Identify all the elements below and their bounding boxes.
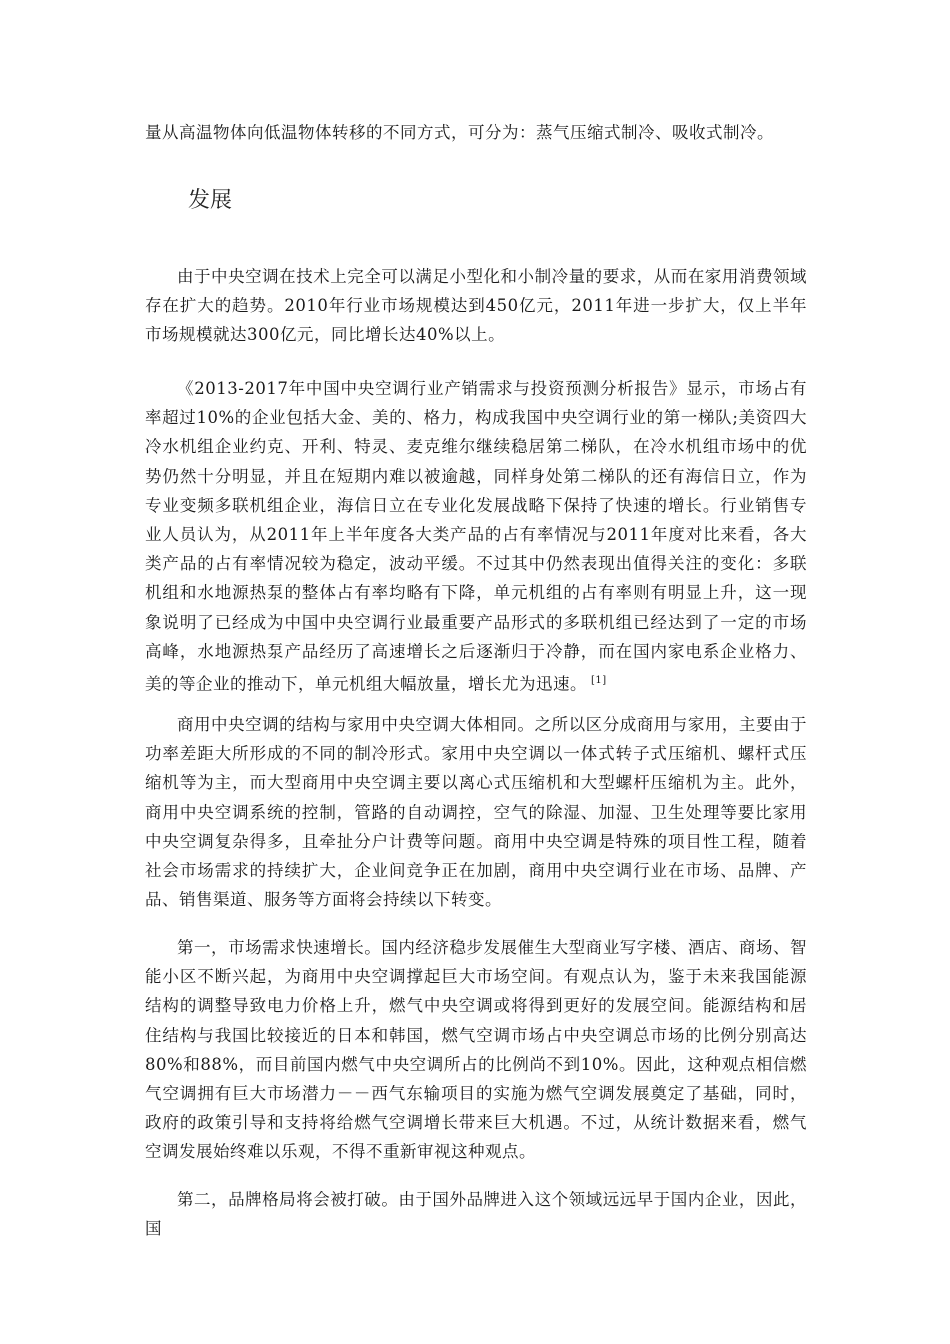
paragraph-brand-landscape: 第二，品牌格局将会被打破。由于国外品牌进入这个领域远远早于国内企业，因此，国 [145, 1190, 807, 1239]
paragraph-demand-growth: 第一，市场需求快速增长。国内经济稳步发展催生大型商业写字楼、酒店、商场、智能小区不断兴起，为商用中央空调撑起巨大市场空间。有观点认为，鉴于未来我国能源结构的调整导致电力价格上升，燃气中央空调或将得到更好的发展空间。能源结构和居住结构与我国比较接近的日本和韩国，燃气空调市场占中央空调总市场的比例分别高达80%和88%，而目前国内燃气中央空调所占的比例尚不到10%。因此，这种观点相信燃气空调拥有巨大市场潜力－－西气东输项目的实施为燃气空调发展奠定了基础，同时，政府的政策引导和支持将给燃气空调增长带来巨大机遇。不过，从统计数据来看，燃气空调发展始终难以乐观，不得不重新审视这种观点。 [145, 938, 807, 1162]
intro-fragment: 量从高温物体向低温物体转移的不同方式，可分为：蒸气压缩式制冷、吸收式制冷。 [145, 123, 774, 142]
paragraph-market-scale: 由于中央空调在技术上完全可以满足小型化和小制冷量的要求，从而在家用消费领域存在扩大的趋势。2010年行业市场规模达到450亿元，2011年进一步扩大，仅上半年市场规模就达300亿元，同比增长达40%以上。 [145, 267, 807, 345]
reference-link[interactable]: [1] [591, 675, 607, 687]
section-heading: 发展 [188, 188, 233, 213]
paragraph-report-findings [145, 374, 807, 699]
paragraph-report-text: 《2013-2017年中国中央空调行业产销需求与投资预测分析报告》显示，市场占有率超过10%的企业包括大金、美的、格力，构成我国中央空调行业的第一梯队;美资四大冷水机组企业约克、开利、特灵、麦克维尔继续稳居第二梯队，在冷水机组市场中的优势仍然十分明显，并且在短期内难以被逾越，同样身处第二梯队的还有海信日立，作为专业变频多联机组企业，海信日立在专业化发展战略下保持了快速的增长。行业销售专业人员认为，从2011年上半年度各大类产品的占有率情况与2011年度对比来看，各大类产品的占有率情况较为稳定，波动平缓。不过其中仍然表现出值得关注的变化：多联机组和水地源热泵的整体占有率均略有下降，单元机组的占有率则有明显上升，这一现象说明了已经成为中国中央空调行业最重要产品形式的多联机组已经达到了一定的市场高峰，水地源热泵产品经历了高速增长之后逐渐归于冷静，而在国内家电系企业格力、美的等企业的推动下，单元机组大幅放量，增长尤为迅速。 [145, 379, 807, 694]
paragraph-commercial-structure: 商用中央空调的结构与家用中央空调大体相同。之所以区分成商用与家用，主要由于功率差距大所形成的不同的制冷形式。家用中央空调以一体式转子式压缩机、螺杆式压缩机等为主，而大型商用中央空调主要以离心式压缩机和大型螺杆压缩机为主。此外，商用中央空调系统的控制，管路的自动调控，空气的除湿、加湿、卫生处理等要比家用中央空调复杂得多，且牵扯分户计费等问题。商用中央空调是特殊的项目性工程，随着社会市场需求的持续扩大，企业间竞争正在加剧，商用中央空调行业在市场、品牌、产品、销售渠道、服务等方面将会持续以下转变。 [145, 715, 807, 910]
